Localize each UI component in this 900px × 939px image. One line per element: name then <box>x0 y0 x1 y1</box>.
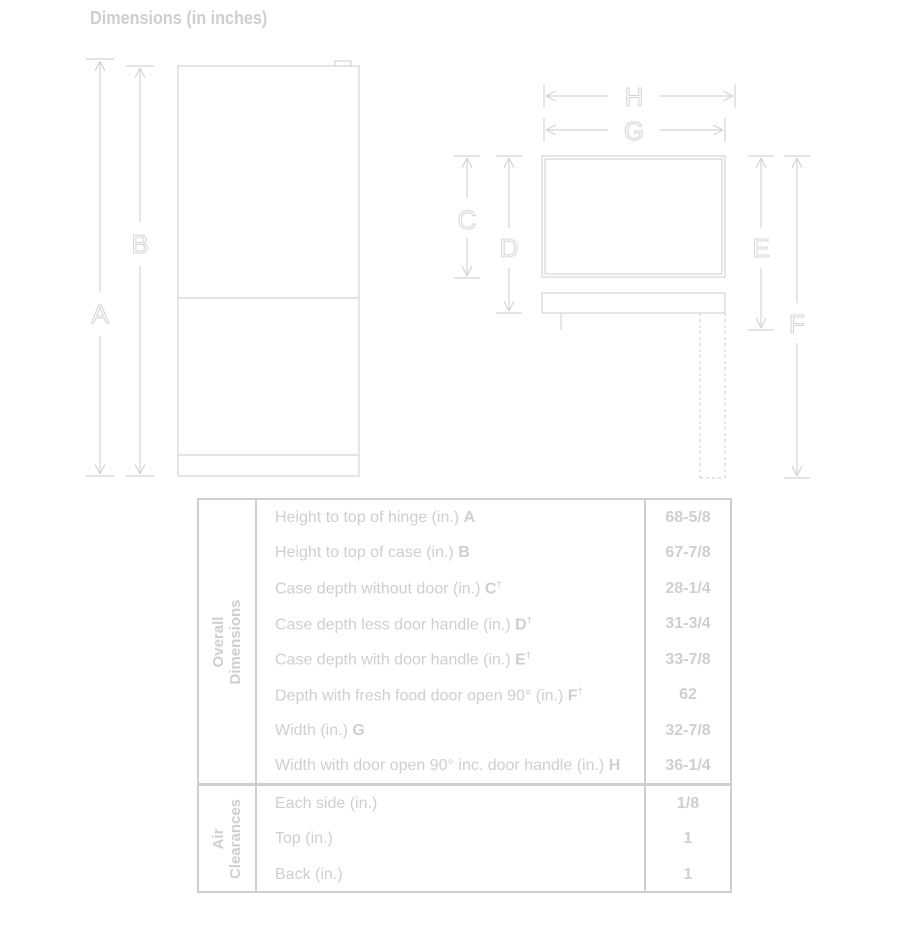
table-row <box>257 822 730 858</box>
table-row <box>257 678 730 714</box>
table-row <box>257 536 730 572</box>
front-view <box>178 61 359 476</box>
row-dimension-letter: E <box>515 651 526 669</box>
label-g: G <box>623 116 645 146</box>
row-label-text: Case depth without door (in.) <box>275 580 481 598</box>
row-label-text: Height to top of case (in.) <box>275 544 454 562</box>
row-label-text: Height to top of hinge (in.) <box>275 508 460 526</box>
row-value: 62 <box>644 678 730 714</box>
row-dimension-letter: H <box>608 757 621 775</box>
row-label <box>257 795 644 813</box>
label-f: F <box>789 309 805 339</box>
row-label <box>257 686 644 705</box>
specifications-table <box>197 498 732 893</box>
label-b: B <box>131 229 149 259</box>
row-label <box>257 830 644 848</box>
label-d: D <box>499 233 519 263</box>
group-label-cell <box>199 786 257 891</box>
top-view <box>542 156 725 478</box>
row-value: 67-7/8 <box>644 536 730 572</box>
group-label-overall: Overall Dimensions <box>210 598 244 685</box>
rows-air <box>257 786 730 891</box>
row-label-text: Width (in.) <box>275 721 348 739</box>
row-footnote-mark: † <box>577 685 583 696</box>
row-label <box>257 722 644 740</box>
table-row <box>257 642 730 678</box>
table-row <box>257 571 730 607</box>
row-value: 28-1/4 <box>644 571 730 607</box>
row-value: 36-1/4 <box>644 749 730 785</box>
row-label <box>257 509 644 527</box>
table-row <box>257 786 730 822</box>
label-c: C <box>457 205 477 235</box>
row-dimension-letter: G <box>352 721 365 739</box>
row-label-text: Depth with fresh food door open 90° (in.) <box>275 686 564 704</box>
row-label-text: Case depth less door handle (in.) <box>275 615 511 633</box>
table-row <box>257 749 730 785</box>
table-row <box>257 713 730 749</box>
dimension-a <box>86 59 114 476</box>
row-label <box>257 544 644 562</box>
row-label-text: Case depth with door handle (in.) <box>275 651 511 669</box>
row-label-text: Top (in.) <box>275 830 333 848</box>
row-label <box>257 579 644 598</box>
group-overall-dimensions <box>199 500 730 786</box>
row-dimension-letter: D <box>515 615 527 633</box>
row-label <box>257 615 644 634</box>
row-value: 1/8 <box>644 786 730 822</box>
row-label <box>257 866 644 884</box>
row-footnote-mark: † <box>496 579 502 590</box>
row-value: 32-7/8 <box>644 713 730 749</box>
row-value: 68-5/8 <box>644 500 730 536</box>
row-value: 31-3/4 <box>644 607 730 643</box>
row-value: 1 <box>644 822 730 858</box>
label-e: E <box>752 233 770 263</box>
rows-overall <box>257 500 730 783</box>
row-dimension-letter: C <box>484 580 497 598</box>
row-dimension-letter: A <box>463 508 476 526</box>
page-title: Dimensions (in inches) <box>90 8 268 28</box>
row-value: 1 <box>644 857 730 893</box>
row-footnote-mark: † <box>525 650 531 661</box>
group-air-clearances <box>199 786 730 891</box>
row-label-text: Back (in.) <box>275 865 343 883</box>
row-value: 33-7/8 <box>644 642 730 678</box>
table-row <box>257 500 730 536</box>
label-h: H <box>624 82 644 112</box>
row-label-text: Width with door open 90° inc. door handle (in.) <box>275 757 605 775</box>
row-label <box>257 650 644 669</box>
dimension-b <box>126 66 154 476</box>
group-label-air: Air Clearances <box>210 798 244 879</box>
table-row <box>257 607 730 643</box>
row-footnote-mark: † <box>526 614 532 625</box>
label-a: A <box>91 299 109 329</box>
row-dimension-letter: B <box>458 544 470 562</box>
table-row <box>257 857 730 893</box>
row-label <box>257 757 644 775</box>
row-label-text: Each side (in.) <box>275 794 378 812</box>
row-dimension-letter: F <box>567 686 578 704</box>
